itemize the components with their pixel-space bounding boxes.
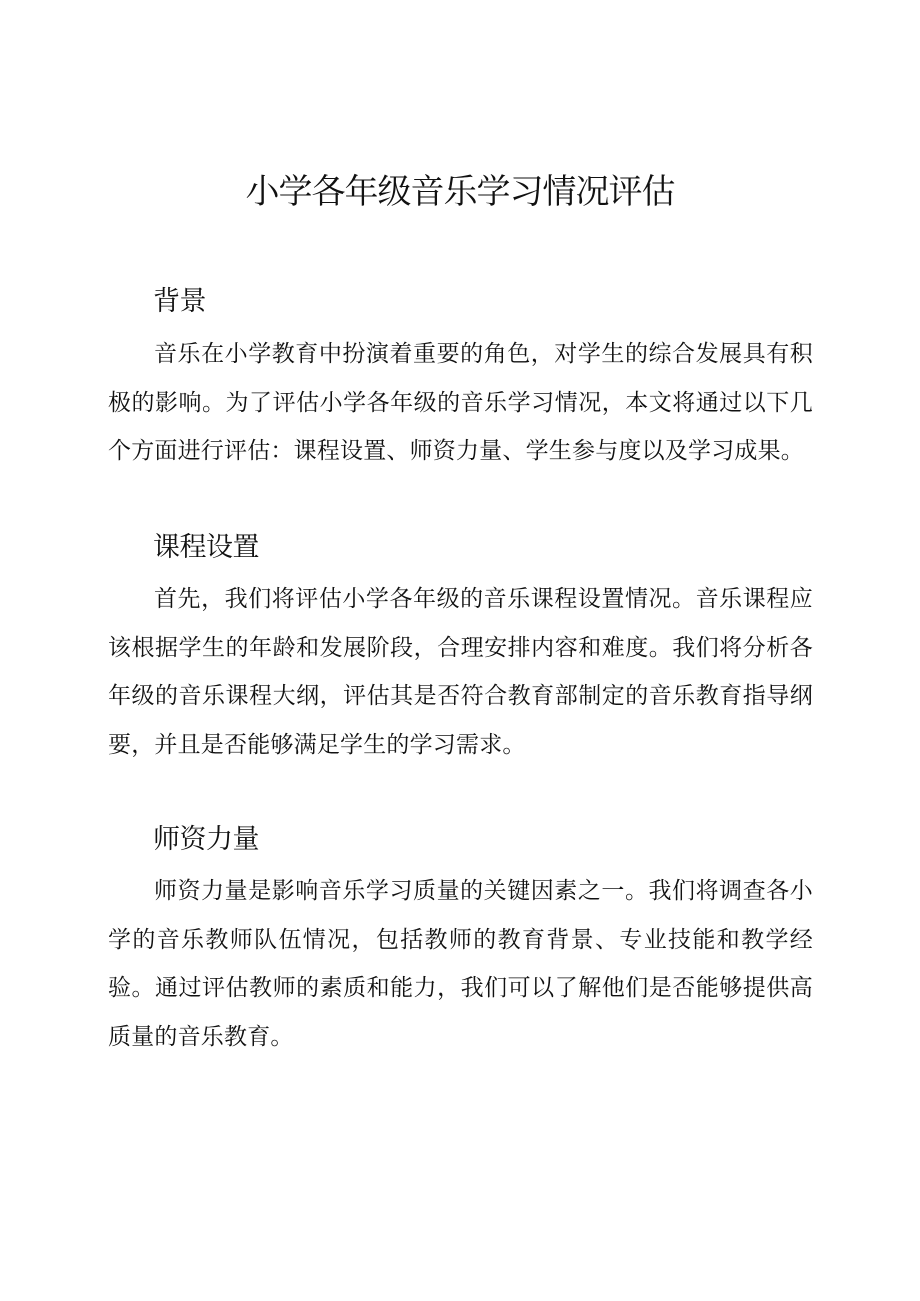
document-title: 小学各年级音乐学习情况评估 — [245, 172, 675, 212]
section-paragraph-curriculum: 首先，我们将评估小学各年级的音乐课程设置情况。音乐课程应该根据学生的年龄和发展阶段，合理安排内容和难度。我们将分析各年级的音乐课程大纲，评估其是否符合教育部制定的音乐教育指导纲要，并且是否能够满足学生的学习需求。 — [108, 586, 813, 758]
section-paragraph-background: 音乐在小学教育中扮演着重要的角色，对学生的综合发展具有积极的影响。为了评估小学各年级的音乐学习情况，本文将通过以下几个方面进行评估：课程设置、师资力量、学生参与度以及学习成果。 — [108, 341, 813, 464]
section-heading-curriculum: 课程设置 — [153, 532, 259, 563]
section-paragraph-teachers: 师资力量是影响音乐学习质量的关键因素之一。我们将调查各小学的音乐教师队伍情况，包括教师的教育背景、专业技能和教学经验。通过评估教师的素质和能力，我们可以了解他们是否能够提供高质量的音乐教育。 — [108, 878, 813, 1050]
section-heading-background: 背景 — [153, 286, 206, 317]
section-heading-teachers: 师资力量 — [153, 824, 259, 855]
